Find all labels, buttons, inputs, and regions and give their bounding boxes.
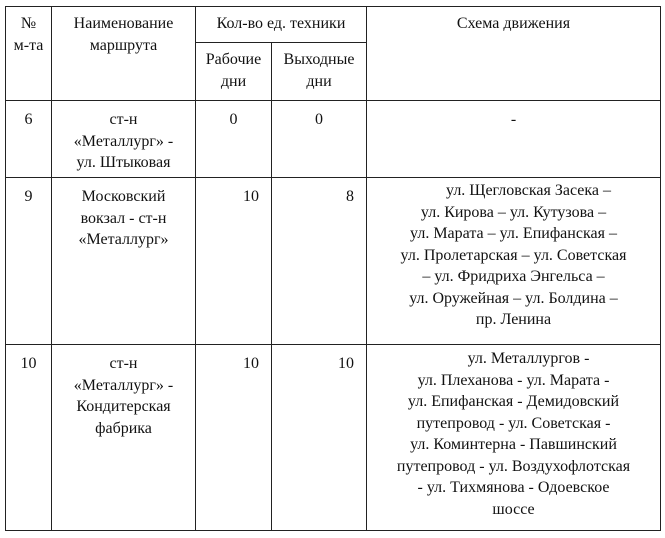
header-route-name [52, 7, 196, 101]
text-line: путепровод - ул. Воздухофлотская [396, 457, 631, 475]
text-line: ст-н [109, 111, 138, 128]
text-line: № [20, 15, 37, 32]
text-line: - ул. Тихмянова - Одоевское [417, 479, 610, 496]
text-line: ул. Кирова – ул. Кутузова – [420, 203, 607, 221]
route-scheme [367, 101, 661, 178]
route-name [52, 178, 196, 345]
text-line: Рабочие [205, 51, 262, 68]
text-line: ул. Металлургов - [467, 350, 590, 367]
text-line: «Металлург» [78, 231, 169, 248]
route-name [52, 345, 196, 531]
text-line: ул. Щегловская Засека – [446, 182, 611, 199]
route-name [52, 101, 196, 178]
text-line: Выходные [283, 51, 355, 68]
text-line: ст-н [109, 355, 138, 372]
header-scheme: Схема движения [367, 7, 661, 101]
text-line: – ул. Фридриха Энгельса – [422, 268, 605, 285]
route-number: 9 [6, 178, 52, 345]
text-line: ул. Коминтерна - Павшинский [410, 436, 617, 453]
text-line: Московский [81, 188, 166, 205]
text-line: ул. Штыковая [76, 154, 171, 171]
text-line: - [510, 111, 517, 128]
workdays-count: 0 [196, 101, 272, 178]
weekends-count: 10 [272, 345, 367, 531]
table-row [6, 178, 661, 345]
text-line: ул. Плеханова - ул. Марата - [417, 371, 610, 389]
text-line: ул. Пролетарская – ул. Советская [400, 246, 627, 264]
text-line: шоссе [492, 500, 535, 518]
text-line: фабрика [95, 419, 152, 437]
text-line: ул. Оружейная – ул. Болдина – [409, 289, 618, 307]
header-weekends [272, 43, 367, 101]
weekends-count: 0 [272, 101, 367, 178]
weekends-count: 8 [272, 178, 367, 345]
text-line: дни [220, 72, 247, 90]
table-row [6, 345, 661, 531]
workdays-count: 10 [196, 178, 272, 345]
header-workdays [196, 43, 272, 101]
text-line: маршрута [89, 36, 158, 54]
route-number: 6 [6, 101, 52, 178]
header-vehicle-count: Кол-во ед. техники [196, 7, 367, 43]
table-row [6, 101, 661, 178]
route-number: 10 [6, 345, 52, 531]
text-line: пр. Ленина [475, 311, 552, 328]
text-line: ул. Марата – ул. Епифанская – [410, 225, 617, 242]
text-line: Кондитерская [76, 398, 171, 415]
text-line: путепровод - ул. Советская - [416, 414, 611, 432]
text-line: дни [306, 72, 332, 90]
route-scheme [367, 345, 661, 531]
text-line: Наименование [73, 15, 174, 32]
route-scheme [367, 178, 661, 345]
routes-table [5, 6, 661, 531]
text-line: «Металлург» - [73, 132, 174, 150]
text-line: вокзал - ст-н [80, 209, 167, 227]
text-line: «Металлург» - [73, 376, 174, 394]
text-line: ул. Епифанская - Демидовский [407, 393, 620, 410]
text-line: м-та [13, 36, 44, 54]
header-route-number [6, 7, 52, 101]
workdays-count: 10 [196, 345, 272, 531]
